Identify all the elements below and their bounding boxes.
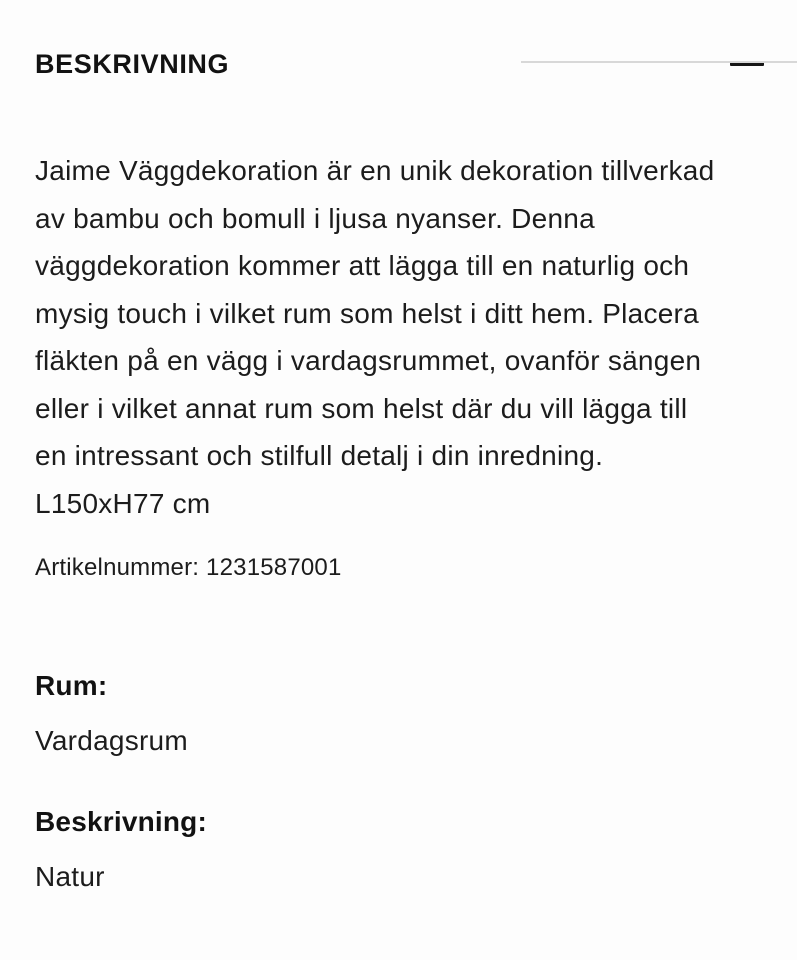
description-line: väggdekoration kommer att lägga till en naturlig och <box>35 250 690 281</box>
description-line: eller i vilket annat rum som helst där du vill lägga till <box>35 392 688 424</box>
top-divider <box>521 61 797 63</box>
attribute-label-beskrivning: Beskrivning: <box>35 806 207 837</box>
product-description-section <box>0 47 797 960</box>
attribute-value-beskrivning: Natur <box>35 861 105 892</box>
accordion-header-beskrivning[interactable] <box>35 47 764 81</box>
article-number <box>35 553 764 583</box>
description-line: av bambu och bomull i ljusa nyanser. Denna <box>35 202 595 234</box>
article-number-label: Artikelnummer: <box>35 554 200 581</box>
attribute-value-rum: Vardagsrum <box>35 725 188 756</box>
product-description-text <box>35 147 764 527</box>
description-line: mysig touch i vilket rum som helst i ditt hem. Placera <box>35 297 699 329</box>
description-line: fläkten på en vägg i vardagsrummet, ovanför sängen <box>35 345 702 376</box>
attribute-rum <box>35 671 764 755</box>
description-line: en intressant och stilfull detalj i din inredning. <box>35 440 604 471</box>
description-dimensions: L150xH77 cm <box>35 487 211 519</box>
attribute-beskrivning <box>35 807 764 891</box>
accordion-title: BESKRIVNING <box>35 48 230 79</box>
description-line: Jaime Väggdekoration är en unik dekoration tillverkad <box>35 155 715 186</box>
article-number-value: 1231587001 <box>206 554 342 581</box>
attribute-label-rum: Rum: <box>35 670 108 701</box>
